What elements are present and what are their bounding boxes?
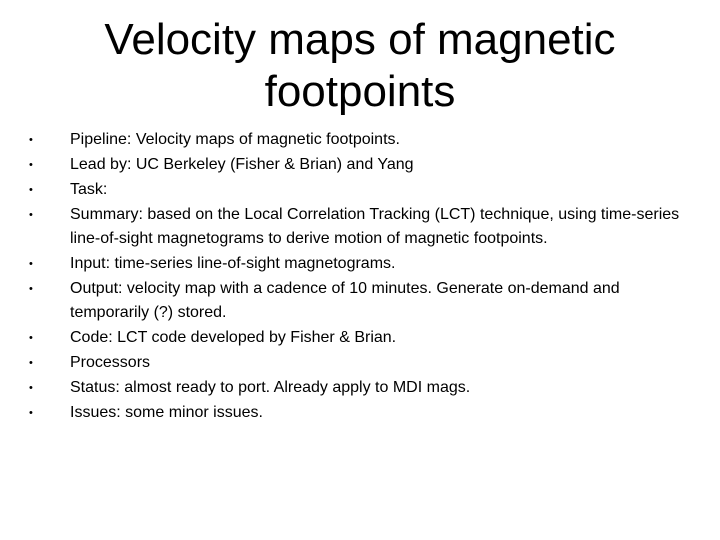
bullet-item-processors (26, 351, 686, 375)
bullet-glyph: • (29, 407, 33, 419)
bullet-glyph: • (29, 332, 33, 344)
bullet-text: Issues: some minor issues. (70, 404, 263, 421)
bullet-item-lead (26, 153, 686, 177)
bullet-glyph: • (29, 382, 33, 394)
bullet-item-status (26, 376, 686, 400)
bullet-item-task (26, 178, 686, 202)
bullet-text: Input: time-series line-of-sight magnetograms. (70, 255, 396, 272)
bullet-item-summary (26, 203, 686, 251)
bullet-text: Status: almost ready to port. Already apply to MDI mags. (70, 379, 471, 396)
bullet-glyph: • (29, 134, 33, 146)
bullet-text: Code: LCT code developed by Fisher & Brian. (70, 329, 397, 346)
bullet-glyph: • (29, 209, 33, 221)
bullet-text: Processors (70, 354, 151, 371)
bullet-glyph: • (29, 159, 33, 171)
bullet-text: Task: (70, 181, 108, 198)
bullet-text: Summary: based on the Local Correlation Tracking (LCT) technique, using time-series line-of-sight magnetograms to derive motion of magnetic footpoints. (70, 206, 680, 247)
bullet-glyph: • (29, 258, 33, 270)
bullet-glyph: • (29, 283, 33, 295)
bullet-item-code (26, 326, 686, 350)
slide-title-line-1: Velocity maps of magnetic (104, 15, 616, 64)
bullet-item-issues (26, 401, 686, 425)
bullet-glyph: • (29, 184, 33, 196)
bullet-text: Lead by: UC Berkeley (Fisher & Brian) and Yang (70, 156, 414, 173)
bullet-item-pipeline (26, 128, 686, 152)
bullet-glyph: • (29, 357, 33, 369)
bullet-text: Pipeline: Velocity maps of magnetic footpoints. (70, 131, 400, 148)
bullet-text: Output: velocity map with a cadence of 10 minutes. Generate on-demand and temporarily (?) stored. (70, 280, 620, 321)
bullet-item-output (26, 277, 686, 325)
bullet-list (26, 128, 686, 426)
slide-title-line-2: footpoints (264, 67, 456, 116)
slide-title (60, 14, 660, 118)
bullet-item-input (26, 252, 686, 276)
